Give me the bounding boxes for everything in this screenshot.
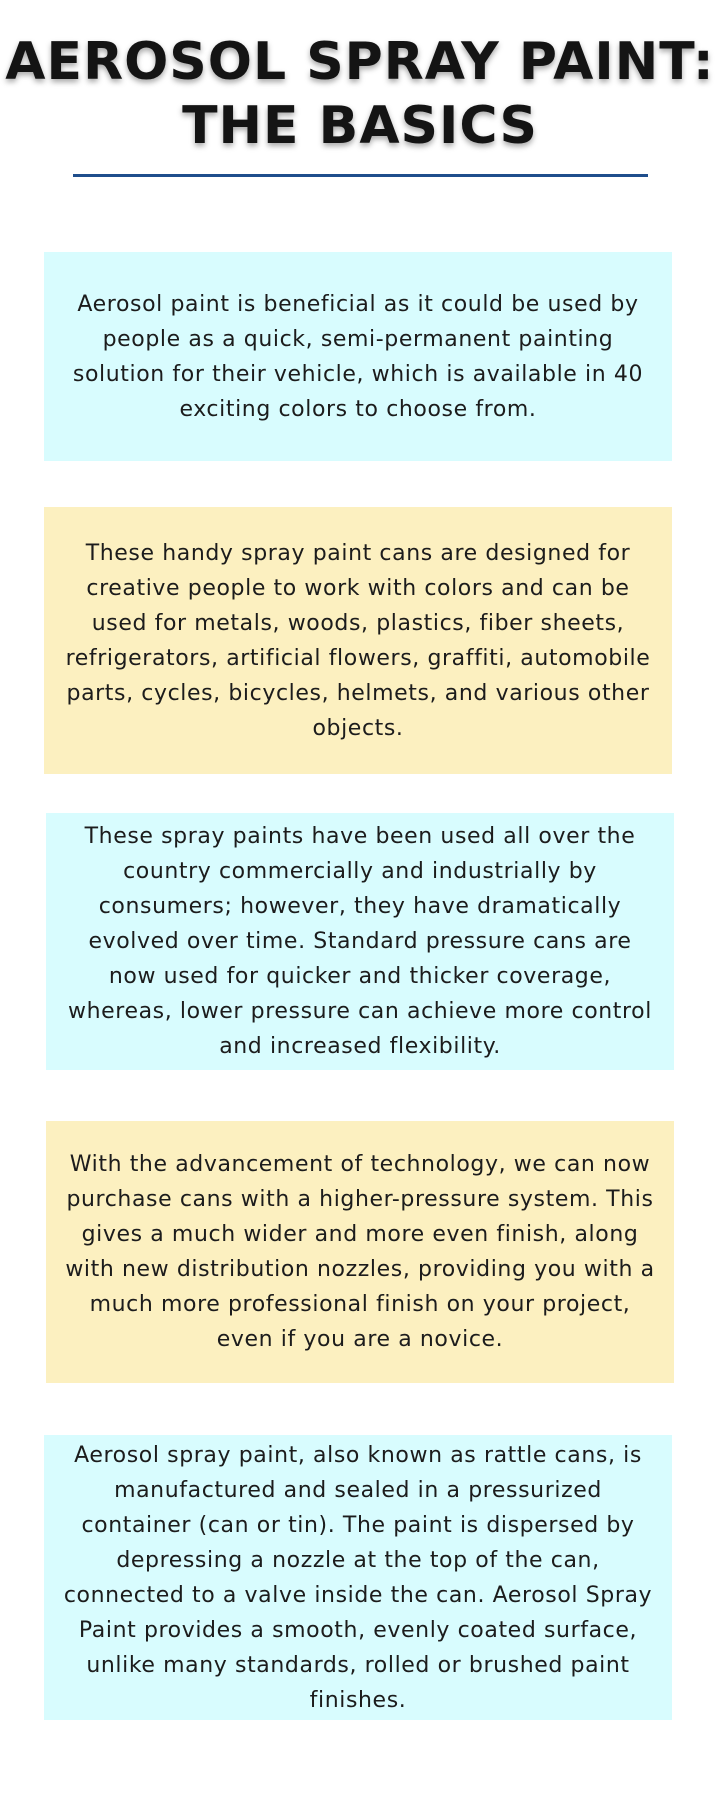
info-box-evolution [46,813,674,1070]
info-box-text: These handy spray paint cans are designed for creative people to work with colors and can be used for metals, woods, plastics, fiber sheets, refrigerators, artificial flowers, graffiti, automobile parts, cycles, bicycles, helmets, and various other objects. [65,540,651,741]
info-box-rattle-cans [44,1435,672,1720]
info-box-technology [46,1121,674,1383]
info-box-text: These spray paints have been used all over the country commercially and industrially by consumers; however, they have dramatically evolved over time. Standard pressure cans are now used for quicker and thicker coverage, whereas, lower pressure can achieve more control and increased flexibility. [68,824,652,1059]
info-box-uses [44,507,672,774]
info-box-vehicle-solution [44,252,672,461]
info-box-text: Aerosol paint is beneficial as it could be used by people as a quick, semi-permanent painting solution for their vehicle, which is available in 40 exciting colors to choose from. [72,291,644,422]
page-title-line-2: THE BASICS [182,96,538,156]
title-divider [73,174,648,177]
page-title-line-1: AEROSOL SPRAY PAINT: [5,32,715,92]
info-box-text: Aerosol spray paint, also known as rattle cans, is manufactured and sealed in a pressurized container (can or tin). The paint is dispersed by depressing a nozzle at the top of the can, connected to a valve inside the can. Aerosol Spray Paint provides a smooth, evenly coated surface, unlike many standards, rolled or brushed paint finishes. [63,1442,653,1713]
info-box-text: With the advancement of technology, we can now purchase cans with a higher-pressure system. This gives a much wider and more even finish, along with new distribution nozzles, providing you with a much more professional finish on your project, even if you are a novice. [65,1152,655,1352]
page-title [0,30,720,158]
